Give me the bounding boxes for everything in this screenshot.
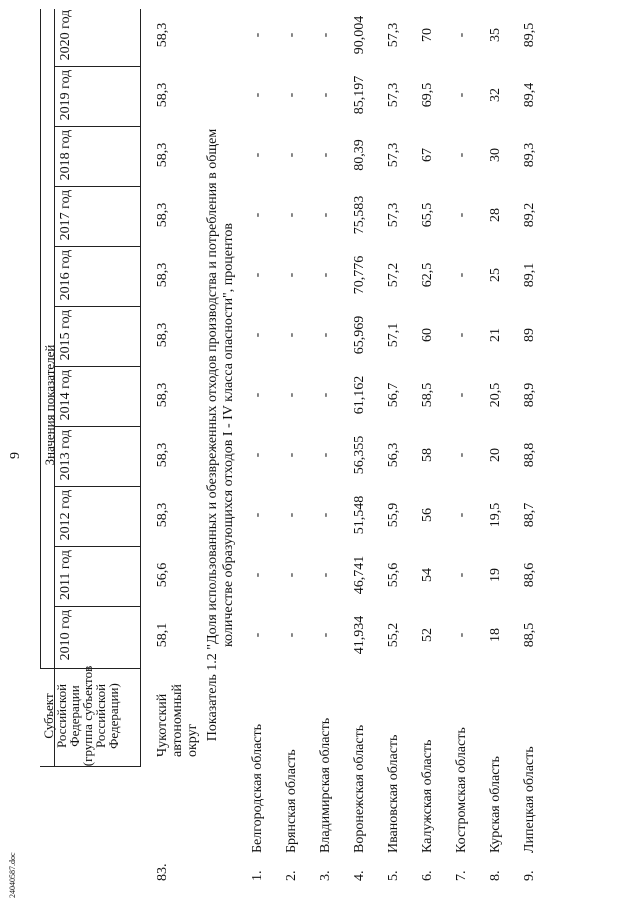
row-value: 80,39 xyxy=(352,139,367,171)
row-value: 88,5 xyxy=(522,622,537,648)
row-value: 57,3 xyxy=(386,202,401,228)
row-value: 85,197 xyxy=(352,75,367,115)
row-value: 19,5 xyxy=(488,502,503,528)
year-header-2: 2012 год xyxy=(58,489,73,541)
header-row-border xyxy=(54,9,55,767)
row-value: 52 xyxy=(420,628,435,642)
row-value: - xyxy=(318,512,333,518)
row-region-name: Воронежская область xyxy=(352,724,367,853)
row-value: - xyxy=(250,572,265,578)
row-value: - xyxy=(250,392,265,398)
row-value: - xyxy=(284,632,299,638)
row-value: 20 xyxy=(488,448,503,462)
table-top-border xyxy=(40,9,41,669)
row-value: - xyxy=(250,512,265,518)
row-value: - xyxy=(250,452,265,458)
year-header-1: 2011 год xyxy=(58,549,73,601)
row-value: - xyxy=(250,152,265,158)
row-value: 46,741 xyxy=(352,555,367,595)
row-value: 55,9 xyxy=(386,502,401,528)
row-83-name: Чукотский автономный округ xyxy=(155,684,200,757)
subject-column-header: Субъект Российской Федерации (группа субъектов Российской Федерации) xyxy=(41,665,121,767)
row-number: 7. xyxy=(454,870,469,881)
row-value: - xyxy=(318,632,333,638)
year-header-9: 2019 год xyxy=(58,69,73,121)
row-number: 4. xyxy=(352,870,367,881)
row-value: 57,2 xyxy=(386,262,401,288)
row-value: 61,162 xyxy=(352,375,367,415)
row-number: 6. xyxy=(420,870,435,881)
row-region-name: Белгородская область xyxy=(250,723,265,853)
row-value: 54 xyxy=(420,568,435,582)
row-region-name: Липецкая область xyxy=(522,746,537,853)
row-value: - xyxy=(454,392,469,398)
row-value: - xyxy=(250,332,265,338)
row-value: 70,776 xyxy=(352,255,367,295)
year-divider-6 xyxy=(54,306,140,307)
year-header-6: 2016 год xyxy=(58,249,73,301)
row-value: - xyxy=(250,92,265,98)
year-header-3: 2013 год xyxy=(58,429,73,481)
row-value: - xyxy=(318,392,333,398)
row-83-value-1: 56,6 xyxy=(155,562,170,588)
year-header-5: 2015 год xyxy=(58,309,73,361)
header-left-border xyxy=(40,766,140,767)
row-number: 2. xyxy=(284,870,299,881)
year-header-4: 2014 год xyxy=(58,369,73,421)
row-value: 57,3 xyxy=(386,22,401,48)
row-value: 65,969 xyxy=(352,315,367,355)
row-value: - xyxy=(318,92,333,98)
year-divider-9 xyxy=(54,126,140,127)
subject-column-divider xyxy=(40,668,140,669)
row-value: 30 xyxy=(488,148,503,162)
row-value: - xyxy=(454,632,469,638)
row-value: 56,355 xyxy=(352,435,367,475)
footer-doc-id: 24040587.doc xyxy=(8,852,17,898)
row-value: - xyxy=(454,572,469,578)
row-region-name: Ивановская область xyxy=(386,734,401,853)
year-header-0: 2010 год xyxy=(58,609,73,661)
row-value: 20,5 xyxy=(488,382,503,408)
row-value: - xyxy=(318,212,333,218)
year-divider-3 xyxy=(54,486,140,487)
row-region-name: Владимирская область xyxy=(318,717,333,853)
row-value: - xyxy=(454,152,469,158)
row-value: - xyxy=(454,332,469,338)
row-value: - xyxy=(284,332,299,338)
row-value: 55,2 xyxy=(386,622,401,648)
row-region-name: Курская область xyxy=(488,756,503,853)
row-value: 21 xyxy=(488,328,503,342)
row-region-name: Брянская область xyxy=(284,749,299,853)
row-value: 56,3 xyxy=(386,442,401,468)
row-value: - xyxy=(284,32,299,38)
row-value: 57,3 xyxy=(386,82,401,108)
row-value: - xyxy=(454,92,469,98)
row-value: - xyxy=(284,512,299,518)
row-value: - xyxy=(284,452,299,458)
row-value: 75,583 xyxy=(352,195,367,235)
row-number: 5. xyxy=(386,870,401,881)
row-value: 41,934 xyxy=(352,615,367,655)
row-83-value-6: 58,3 xyxy=(155,262,170,288)
row-value: 28 xyxy=(488,208,503,222)
row-83-value-8: 58,3 xyxy=(155,142,170,168)
row-value: 88,7 xyxy=(522,502,537,528)
row-value: - xyxy=(318,332,333,338)
row-number: 3. xyxy=(318,870,333,881)
row-value: 90,004 xyxy=(352,15,367,55)
row-value: - xyxy=(284,392,299,398)
row-value: - xyxy=(250,272,265,278)
row-value: 60 xyxy=(420,328,435,342)
row-value: 51,548 xyxy=(352,495,367,535)
row-value: - xyxy=(250,212,265,218)
row-value: - xyxy=(454,512,469,518)
values-caption: Значения показателей xyxy=(42,344,57,466)
indicator-title: Показатель 1.2 "Доля использованных и обезвреженных отходов производства и потребления в общем количестве образующихся отходов I - IV класса опасности", процентов xyxy=(205,128,236,742)
row-value: - xyxy=(250,632,265,638)
row-value: - xyxy=(284,212,299,218)
row-value: - xyxy=(284,92,299,98)
year-divider-8 xyxy=(54,186,140,187)
row-region-name: Костромская область xyxy=(454,727,469,853)
row-value: - xyxy=(454,272,469,278)
row-value: 89 xyxy=(522,328,537,342)
row-value: 69,5 xyxy=(420,82,435,108)
row-value: 56 xyxy=(420,508,435,522)
row-value: 89,4 xyxy=(522,82,537,108)
row-number: 1. xyxy=(250,870,265,881)
year-divider-4 xyxy=(54,426,140,427)
year-header-8: 2018 год xyxy=(58,129,73,181)
row-value: 65,5 xyxy=(420,202,435,228)
row-value: 70 xyxy=(420,28,435,42)
row-value: 32 xyxy=(488,88,503,102)
row-value: 62,5 xyxy=(420,262,435,288)
row-value: 18 xyxy=(488,628,503,642)
row-83-value-9: 58,3 xyxy=(155,82,170,108)
row-region-name: Калужская область xyxy=(420,739,435,853)
year-header-10: 2020 год xyxy=(58,9,73,61)
row-83-value-7: 58,3 xyxy=(155,202,170,228)
page-number: 9 xyxy=(8,452,23,459)
row-83-value-0: 58,1 xyxy=(155,622,170,648)
row-number: 8. xyxy=(488,870,503,881)
row-value: 56,7 xyxy=(386,382,401,408)
row-83-value-10: 58,3 xyxy=(155,22,170,48)
row-value: 89,5 xyxy=(522,22,537,48)
row-value: 88,9 xyxy=(522,382,537,408)
header-bottom-border xyxy=(140,9,141,767)
row-value: - xyxy=(250,32,265,38)
year-divider-1 xyxy=(54,606,140,607)
row-value: - xyxy=(318,32,333,38)
row-value: 55,6 xyxy=(386,562,401,588)
year-divider-10 xyxy=(54,66,140,67)
row-value: 67 xyxy=(420,148,435,162)
row-value: 89,2 xyxy=(522,202,537,228)
year-divider-2 xyxy=(54,546,140,547)
year-divider-7 xyxy=(54,246,140,247)
row-value: 57,3 xyxy=(386,142,401,168)
row-value: - xyxy=(318,152,333,158)
row-value: - xyxy=(318,272,333,278)
row-83-value-4: 58,3 xyxy=(155,382,170,408)
row-value: - xyxy=(454,212,469,218)
row-value: 57,1 xyxy=(386,322,401,348)
row-number: 9. xyxy=(522,870,537,881)
row-value: 25 xyxy=(488,268,503,282)
row-83-number: 83. xyxy=(155,863,170,881)
row-value: - xyxy=(318,572,333,578)
row-value: - xyxy=(454,452,469,458)
row-value: - xyxy=(284,152,299,158)
row-value: - xyxy=(284,572,299,578)
row-value: 88,8 xyxy=(522,442,537,468)
row-value: 19 xyxy=(488,568,503,582)
row-value: 58 xyxy=(420,448,435,462)
row-value: - xyxy=(454,32,469,38)
row-value: 89,1 xyxy=(522,262,537,288)
row-83-value-5: 58,3 xyxy=(155,322,170,348)
row-83-value-2: 58,3 xyxy=(155,502,170,528)
year-header-7: 2017 год xyxy=(58,189,73,241)
row-value: - xyxy=(318,452,333,458)
year-divider-5 xyxy=(54,366,140,367)
row-83-value-3: 58,3 xyxy=(155,442,170,468)
row-value: 89,3 xyxy=(522,142,537,168)
row-value: 35 xyxy=(488,28,503,42)
row-value: 58,5 xyxy=(420,382,435,408)
row-value: - xyxy=(284,272,299,278)
row-value: 88,6 xyxy=(522,562,537,588)
